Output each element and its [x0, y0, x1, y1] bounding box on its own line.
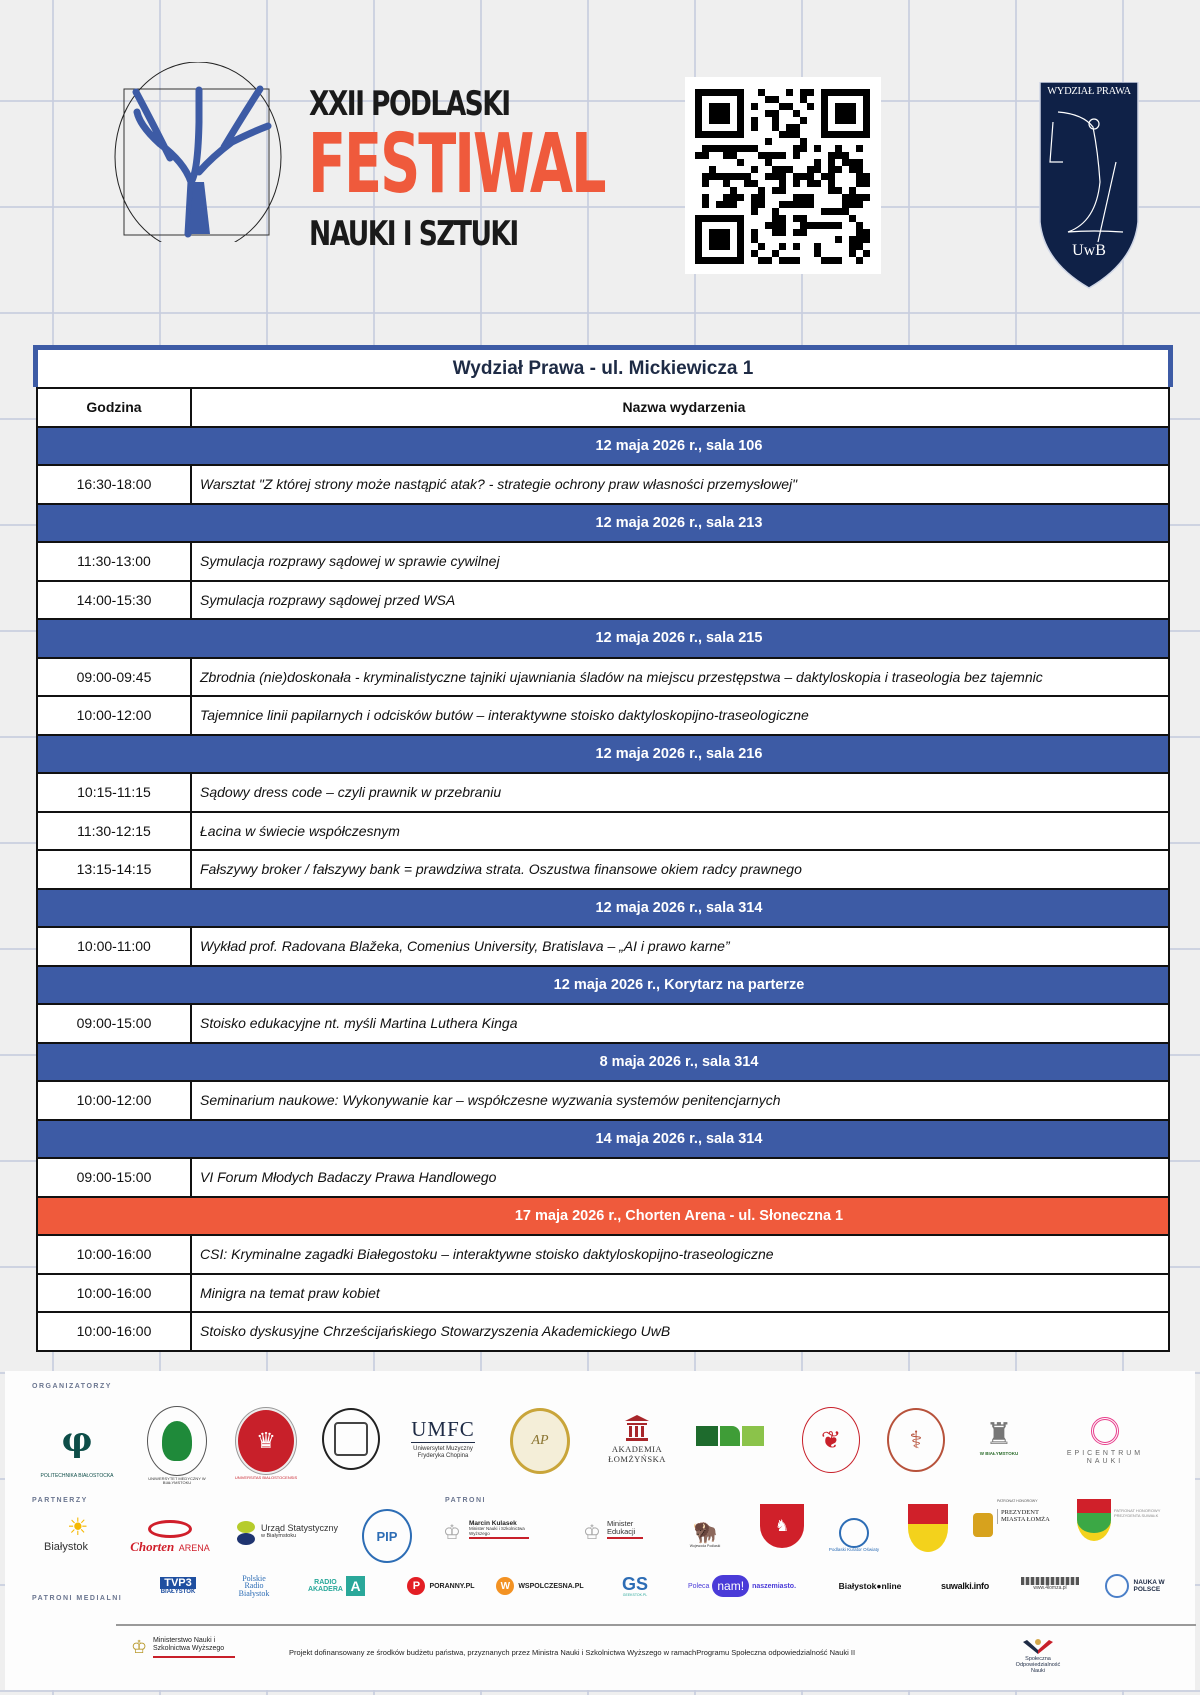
- festival-title-line3: NAUKI I SZTUKI: [309, 214, 518, 254]
- umfc-title: UMFC: [411, 1416, 475, 1441]
- akademia-lomzynska-logo: [600, 1408, 674, 1470]
- schedule-title: Wydział Prawa - ul. Mickiewicza 1: [33, 345, 1173, 387]
- event-name: Symulacja rozprawy sądowej przed WSA: [200, 591, 456, 608]
- tvp3-subtitle: BIAŁYSTOK: [160, 1589, 196, 1595]
- epicentrum-logo: [1063, 1415, 1147, 1467]
- bialystokonline-name: Białystok●nline: [838, 1581, 902, 1591]
- column-header-time: Godzina: [38, 389, 192, 426]
- men-logo: ♔ Minister Edukacji: [583, 1514, 649, 1552]
- event-time: 10:15-11:15: [38, 774, 192, 811]
- suwalki-info-name: suwalki.info: [941, 1581, 989, 1591]
- event-name: Warsztat "Z której strony może nastąpić atak? - strategie ochrony praw własności przemysłowej": [200, 476, 798, 493]
- event-time: 11:30-12:15: [38, 813, 192, 850]
- event-row: [38, 1234, 1168, 1273]
- sponsors-panel: [5, 1371, 1195, 1690]
- event-row: [38, 1080, 1168, 1119]
- umfc-subtitle: Uniwersytet Muzyczny Fryderyka Chopina: [413, 1445, 473, 1459]
- date-section-header: 12 maja 2026 r., sala 213: [38, 503, 1168, 542]
- event-name: Fałszywy broker / fałszywy bank = prawdziwa strata. Oszustwa finansowe okiem radcy prawnego: [200, 861, 802, 878]
- event-row: [38, 1157, 1168, 1196]
- date-section-header: 17 maja 2026 r., Chorten Arena - ul. Słoneczna 1: [38, 1196, 1168, 1235]
- polskie-radio-logo: [227, 1571, 281, 1601]
- gs-title: GS: [621, 1574, 648, 1594]
- kulasek-logo: ♔ Marcin Kulasek Minister Nauki i Szkolnictwa Wyższego: [443, 1514, 538, 1552]
- building-icon: [624, 1414, 650, 1442]
- seal-logo: [322, 1408, 380, 1470]
- bialystokonline-logo: [825, 1575, 915, 1597]
- lomza-name: PREZYDENT MIASTA ŁOMŻA: [997, 1509, 1057, 1524]
- partners-label: PARTNERZY: [32, 1497, 88, 1504]
- event-row: [38, 464, 1168, 503]
- son-logo: [1010, 1631, 1066, 1681]
- event-name: Symulacja rozprawy sądowej w sprawie cywilnej: [200, 553, 500, 570]
- faculty-crest-logo: [1038, 82, 1140, 290]
- event-row: [38, 695, 1168, 734]
- event-time: 10:00-11:00: [38, 928, 192, 965]
- pip-logo: PIP: [362, 1509, 412, 1563]
- event-name: Wykład prof. Radovana Blažeka, Comenius University, Bratislava – „AI i prawo karne”: [200, 938, 730, 955]
- event-name: VI Forum Młodych Badaczy Prawa Handlowego: [200, 1169, 497, 1186]
- event-time: 09:00-09:45: [38, 659, 192, 696]
- column-header-row: [38, 387, 1168, 426]
- umb-logo: [147, 1406, 207, 1486]
- wsm-logo: ⚕: [887, 1408, 945, 1472]
- column-header-name: Nazwa wydarzenia: [622, 399, 746, 416]
- event-time: 14:00-15:30: [38, 582, 192, 619]
- poranny-name: PORANNY.PL: [429, 1582, 475, 1590]
- suwalki-patron-logo: [1077, 1499, 1187, 1543]
- naszemiasto-nam: nam!: [712, 1575, 749, 1597]
- event-name: Zbrodnia (nie)doskonała - kryminalistyczne tajniki ujawniania śladów na miejscu przestępstwa – daktyloskopia i traseologia bez tajemnic: [200, 668, 1043, 685]
- event-time: 09:00-15:00: [38, 1159, 192, 1196]
- wspolczesna-name: WSPOLCZESNA.PL: [518, 1582, 584, 1590]
- event-row: [38, 772, 1168, 811]
- event-name: Łacina w świecie współczesnym: [200, 822, 400, 839]
- schedule-table: [36, 345, 1170, 1352]
- event-time: 10:00-16:00: [38, 1275, 192, 1312]
- book-wings-icon: [1021, 1638, 1055, 1656]
- bialystok-logo: ☀ Białystok: [43, 1514, 89, 1553]
- tvp3-title: TVP3: [160, 1577, 196, 1589]
- event-row: [38, 1273, 1168, 1312]
- schedule-body: [36, 387, 1170, 1352]
- crest-monogram: UwB: [1072, 242, 1106, 259]
- prezydent-lomza-logo: [973, 1499, 1063, 1547]
- wsa-logo: ❦: [802, 1407, 860, 1473]
- festival-logo: [112, 62, 622, 262]
- event-name: Stoisko edukacyjne nt. myśli Martina Luthera Kinga: [200, 1015, 518, 1032]
- event-row: [38, 1311, 1168, 1350]
- kulasek-name: Marcin Kulasek: [469, 1520, 517, 1527]
- date-section-header: 8 maja 2026 r., sala 314: [38, 1042, 1168, 1081]
- wojewoda-logo: 🦬 Wojewoda Podlaski: [689, 1521, 721, 1548]
- event-name: Sądowy dress code – czyli prawnik w przebraniu: [200, 784, 502, 801]
- event-time: 13:15-14:15: [38, 851, 192, 888]
- wspolczesna-logo: W WSPOLCZESNA.PL: [492, 1575, 588, 1597]
- date-section-header: 12 maja 2026 r., sala 216: [38, 734, 1168, 773]
- event-row: [38, 849, 1168, 888]
- ministry-name: Ministerstwo Nauki i Szkolnictwa Wyższego: [153, 1637, 235, 1658]
- wse-logo: ♜ W BIAŁYMSTOKU: [979, 1418, 1019, 1457]
- naszemiasto-name: naszemiasto.: [752, 1582, 797, 1590]
- gus-subtitle: w Białymstoku: [261, 1533, 297, 1539]
- organizers-label: ORGANIZATORZY: [32, 1383, 112, 1390]
- chorten-name: Chorten: [130, 1539, 175, 1554]
- umb-name: UNIWERSYTET MEDYCZNY W BIAŁYMSTOKU: [148, 1476, 206, 1486]
- festival-title-line2: FESTIWAL: [308, 117, 605, 212]
- tree-emblem-icon: [112, 62, 282, 242]
- wojewoda-name: Wojewoda Podlaski: [689, 1543, 721, 1548]
- qr-code-icon: [685, 77, 881, 274]
- geekstok-logo: [615, 1571, 655, 1601]
- event-name: Tajemnice linii papilarnych i odcisków butów – interaktywne stoisko daktyloskopijno-traseologiczne: [200, 707, 809, 724]
- gs-subtitle: GEEKSTOK.PL: [622, 1593, 648, 1597]
- event-name: Minigra na temat praw kobiet: [200, 1284, 380, 1301]
- media-label: PATRONI MEDIALNI: [32, 1595, 123, 1602]
- event-time: 10:00-12:00: [38, 1082, 192, 1119]
- politechnika-logo: φ POLITECHNIKA BIAŁOSTOCKA: [40, 1420, 114, 1479]
- chorten-arena-logo: [120, 1517, 220, 1559]
- event-row: [38, 657, 1168, 696]
- event-time: 10:00-16:00: [38, 1236, 192, 1273]
- bialystok-name: Białystok: [43, 1541, 89, 1553]
- umfc-logo: [403, 1409, 483, 1467]
- 4lomza-logo: [1017, 1571, 1083, 1597]
- bialystok-city-crest: [908, 1504, 948, 1552]
- uwb-logo: ♛ UNIVERSITAS BIALOSTOCENSIS: [236, 1408, 296, 1474]
- akadera-name: RADIO AKADERA: [307, 1579, 343, 1593]
- event-time: 09:00-15:00: [38, 1005, 192, 1042]
- polskie-radio-name: Polskie Radio Białystok: [238, 1573, 270, 1598]
- epicentrum-name: EPICENTRUM NAUKI: [1066, 1449, 1144, 1465]
- lomza-patronat: PATRONAT HONOROWY: [997, 1499, 1038, 1503]
- event-name: CSI: Kryminalne zagadki Białegostoku – interaktywne stoisko daktyloskopijno-traseologiczne: [200, 1246, 774, 1263]
- event-name: Stoisko dyskusyjne Chrześcijańskiego Stowarzyszenia Akademickiego UwB: [200, 1323, 671, 1340]
- akademia-name: AKADEMIA ŁOMŻYŃSKA: [608, 1444, 666, 1464]
- ap-logo: AP: [510, 1408, 570, 1474]
- puz-logo: [695, 1411, 765, 1461]
- festival-title-line1: XXII PODLASKI: [309, 84, 510, 124]
- radio-akadera-logo: RADIO AKADERA A: [301, 1571, 371, 1601]
- date-section-header: 14 maja 2026 r., sala 314: [38, 1119, 1168, 1158]
- poranny-logo: P PORANNY.PL: [401, 1575, 481, 1597]
- funding-note: Projekt dofinansowany ze środków budżetu państwa, przyznanych przez Ministra Nauki i Szkolnictwa Wyższego w ramachProgramu Społeczna odpowiedzialność Nauki II: [289, 1648, 856, 1657]
- ministry-logo: ♔ Ministerstwo Nauki i Szkolnictwa Wyższego: [131, 1633, 241, 1669]
- tvp3-logo: [155, 1571, 201, 1601]
- qr-code[interactable]: [685, 77, 881, 274]
- son-name: Społeczna Odpowiedzialność Nauki: [1015, 1655, 1061, 1675]
- date-section-header: 12 maja 2026 r., Korytarz na parterze: [38, 965, 1168, 1004]
- marszalek-crest: ♞: [760, 1504, 804, 1548]
- event-time: 11:30-13:00: [38, 543, 192, 580]
- event-row: [38, 1003, 1168, 1042]
- uwb-name: UNIVERSITAS BIALOSTOCENSIS: [234, 1475, 298, 1480]
- date-section-header: 12 maja 2026 r., sala 215: [38, 618, 1168, 657]
- patrons-label: PATRONI: [445, 1497, 486, 1504]
- politechnika-name: POLITECHNIKA BIAŁOSTOCKA: [40, 1473, 114, 1479]
- suwalki-info-logo: [933, 1575, 997, 1597]
- date-section-header: 12 maja 2026 r., sala 106: [38, 426, 1168, 465]
- event-time: 16:30-18:00: [38, 466, 192, 503]
- arena-name: ARENA: [178, 1543, 210, 1553]
- nauka-w-polsce-logo: [1102, 1571, 1172, 1601]
- gus-logo: [235, 1517, 345, 1553]
- event-row: [38, 541, 1168, 580]
- nauka-w-polsce-name: NAUKA W POLSCE: [1133, 1578, 1165, 1593]
- suwalki-patron-name: PATRONAT HONOROWY PREZYDENTA SUWAŁK: [1114, 1508, 1161, 1518]
- men-name: Minister Edukacji: [607, 1520, 643, 1539]
- kurator-name: Podlaski Kurator Oświaty: [828, 1546, 880, 1552]
- naszemiasto-logo: [677, 1571, 807, 1601]
- event-name: Seminarium naukowe: Wykonywanie kar – współczesne wyzwania systemów penitencjarnych: [200, 1092, 781, 1109]
- event-row: [38, 580, 1168, 619]
- naszemiasto-pre: Poleca: [687, 1582, 710, 1590]
- date-section-header: 12 maja 2026 r., sala 314: [38, 888, 1168, 927]
- gus-name: Urząd Statystyczny: [261, 1523, 339, 1533]
- crest-title: WYDZIAŁ PRAWA: [1047, 86, 1131, 97]
- footer-divider: [116, 1624, 1196, 1626]
- event-time: 10:00-12:00: [38, 697, 192, 734]
- 4lomza-name: www.4lomza.pl: [1033, 1585, 1067, 1591]
- event-row: [38, 811, 1168, 850]
- kurator-logo: [828, 1507, 880, 1563]
- wse-name: W BIAŁYMSTOKU: [979, 1451, 1019, 1457]
- event-time: 10:00-16:00: [38, 1313, 192, 1350]
- kulasek-title: Minister Nauki i Szkolnictwa Wyższego: [469, 1526, 525, 1536]
- event-row: [38, 926, 1168, 965]
